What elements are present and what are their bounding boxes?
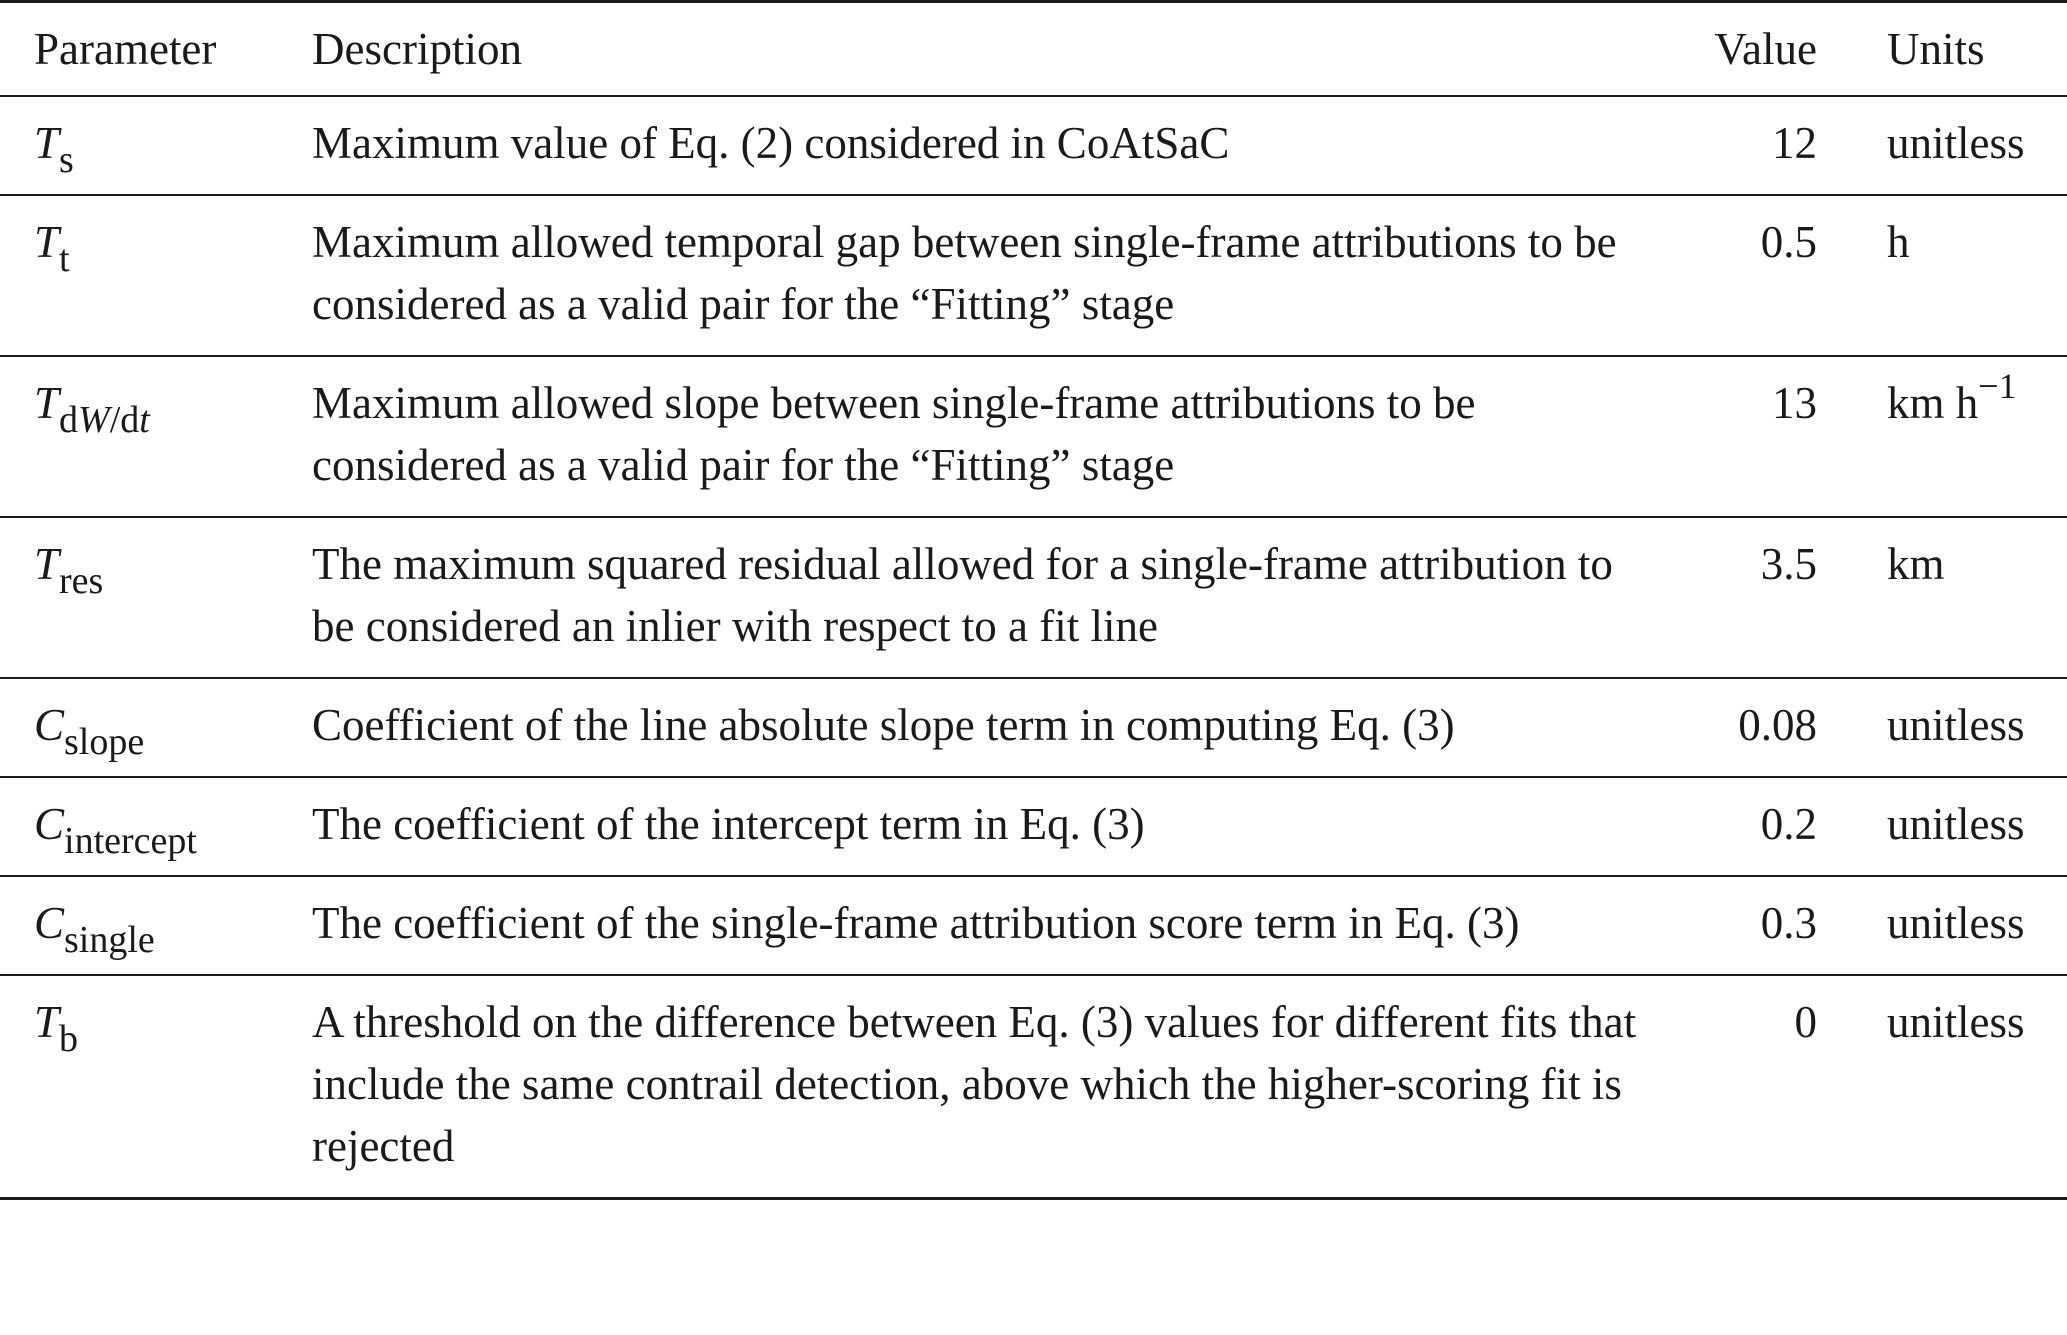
subscript-part: t [139, 399, 150, 441]
param-subscript: single [64, 919, 155, 961]
unit-text: unitless [1887, 118, 2025, 168]
table-row [0, 517, 2067, 678]
unit-text: unitless [1887, 799, 2025, 849]
param-subscript: s [59, 139, 74, 181]
table-row [0, 975, 2067, 1199]
value-cell: 13 [1772, 378, 1817, 428]
unit-cell [1817, 876, 2067, 975]
table-header [0, 2, 2067, 97]
subscript-part: d [59, 399, 79, 441]
param-symbol: T [34, 997, 60, 1047]
description-cell: The maximum squared residual allowed for a single-frame attribution to be considered an inlier with respect to a fit line [312, 539, 1613, 651]
value-cell: 3.5 [1760, 539, 1817, 589]
description-cell: The coefficient of the intercept term in Eq. (3) [312, 799, 1145, 849]
unit-superscript: −1 [1978, 366, 2017, 406]
param-subscript: intercept [64, 820, 197, 862]
table-row [0, 195, 2067, 356]
description-cell: The coefficient of the single-frame attribution score term in Eq. (3) [312, 898, 1520, 948]
description-cell: Coefficient of the line absolute slope term in computing Eq. (3) [312, 700, 1455, 750]
param-symbol: T [34, 118, 60, 168]
unit-text: h [1887, 217, 1910, 267]
param-symbol: C [34, 700, 65, 750]
header-value: Value [1714, 24, 1817, 74]
description-cell: A threshold on the difference between Eq. (3) values for different fits that include the same contrail detection, above which the higher-scoring fit is rejected [312, 997, 1637, 1171]
unit-text: unitless [1887, 700, 2025, 750]
table-row [0, 96, 2067, 195]
unit-cell [1817, 356, 2067, 517]
unit-text: unitless [1887, 997, 2025, 1047]
param-cell [0, 96, 312, 195]
header-row [0, 2, 2067, 97]
unit-cell [1817, 777, 2067, 876]
value-cell: 0.3 [1760, 898, 1817, 948]
unit-cell [1817, 96, 2067, 195]
param-cell [0, 678, 312, 777]
unit-cell [1817, 195, 2067, 356]
header-description: Description [312, 24, 522, 74]
table-body [0, 96, 2067, 1199]
param-symbol: T [34, 539, 60, 589]
unit-cell [1817, 678, 2067, 777]
description-cell: Maximum value of Eq. (2) considered in CoAtSaC [312, 118, 1230, 168]
param-cell [0, 356, 312, 517]
param-subscript: slope [64, 721, 145, 763]
table-row [0, 777, 2067, 876]
param-subscript [59, 399, 150, 441]
unit-cell [1817, 975, 2067, 1199]
unit-text: unitless [1887, 898, 2025, 948]
param-cell [0, 876, 312, 975]
param-cell [0, 195, 312, 356]
value-cell: 0.2 [1760, 799, 1817, 849]
header-parameter: Parameter [34, 24, 217, 74]
param-cell [0, 517, 312, 678]
param-subscript: t [59, 238, 70, 280]
param-symbol: C [34, 898, 65, 948]
value-cell: 0.5 [1760, 217, 1817, 267]
subscript-part: W [78, 399, 110, 441]
param-symbol: T [34, 217, 60, 267]
param-subscript: res [59, 560, 104, 602]
description-cell: Maximum allowed temporal gap between single-frame attributions to be considered as a valid pair for the “Fitting” stage [312, 217, 1617, 329]
unit-text: km [1887, 539, 1945, 589]
value-cell: 0.08 [1738, 700, 1817, 750]
subscript-part: /d [109, 399, 140, 441]
param-symbol: C [34, 799, 65, 849]
value-cell: 12 [1772, 118, 1817, 168]
header-units: Units [1887, 24, 1985, 74]
param-subscript: b [59, 1018, 79, 1060]
description-cell: Maximum allowed slope between single-frame attributions to be considered as a valid pair for the “Fitting” stage [312, 378, 1476, 490]
value-cell: 0 [1794, 997, 1817, 1047]
param-symbol: T [34, 378, 60, 428]
param-cell [0, 777, 312, 876]
table-row [0, 678, 2067, 777]
table-row [0, 356, 2067, 517]
unit-cell [1817, 517, 2067, 678]
unit-text: km h [1887, 378, 1979, 428]
table-row [0, 876, 2067, 975]
param-cell [0, 975, 312, 1199]
